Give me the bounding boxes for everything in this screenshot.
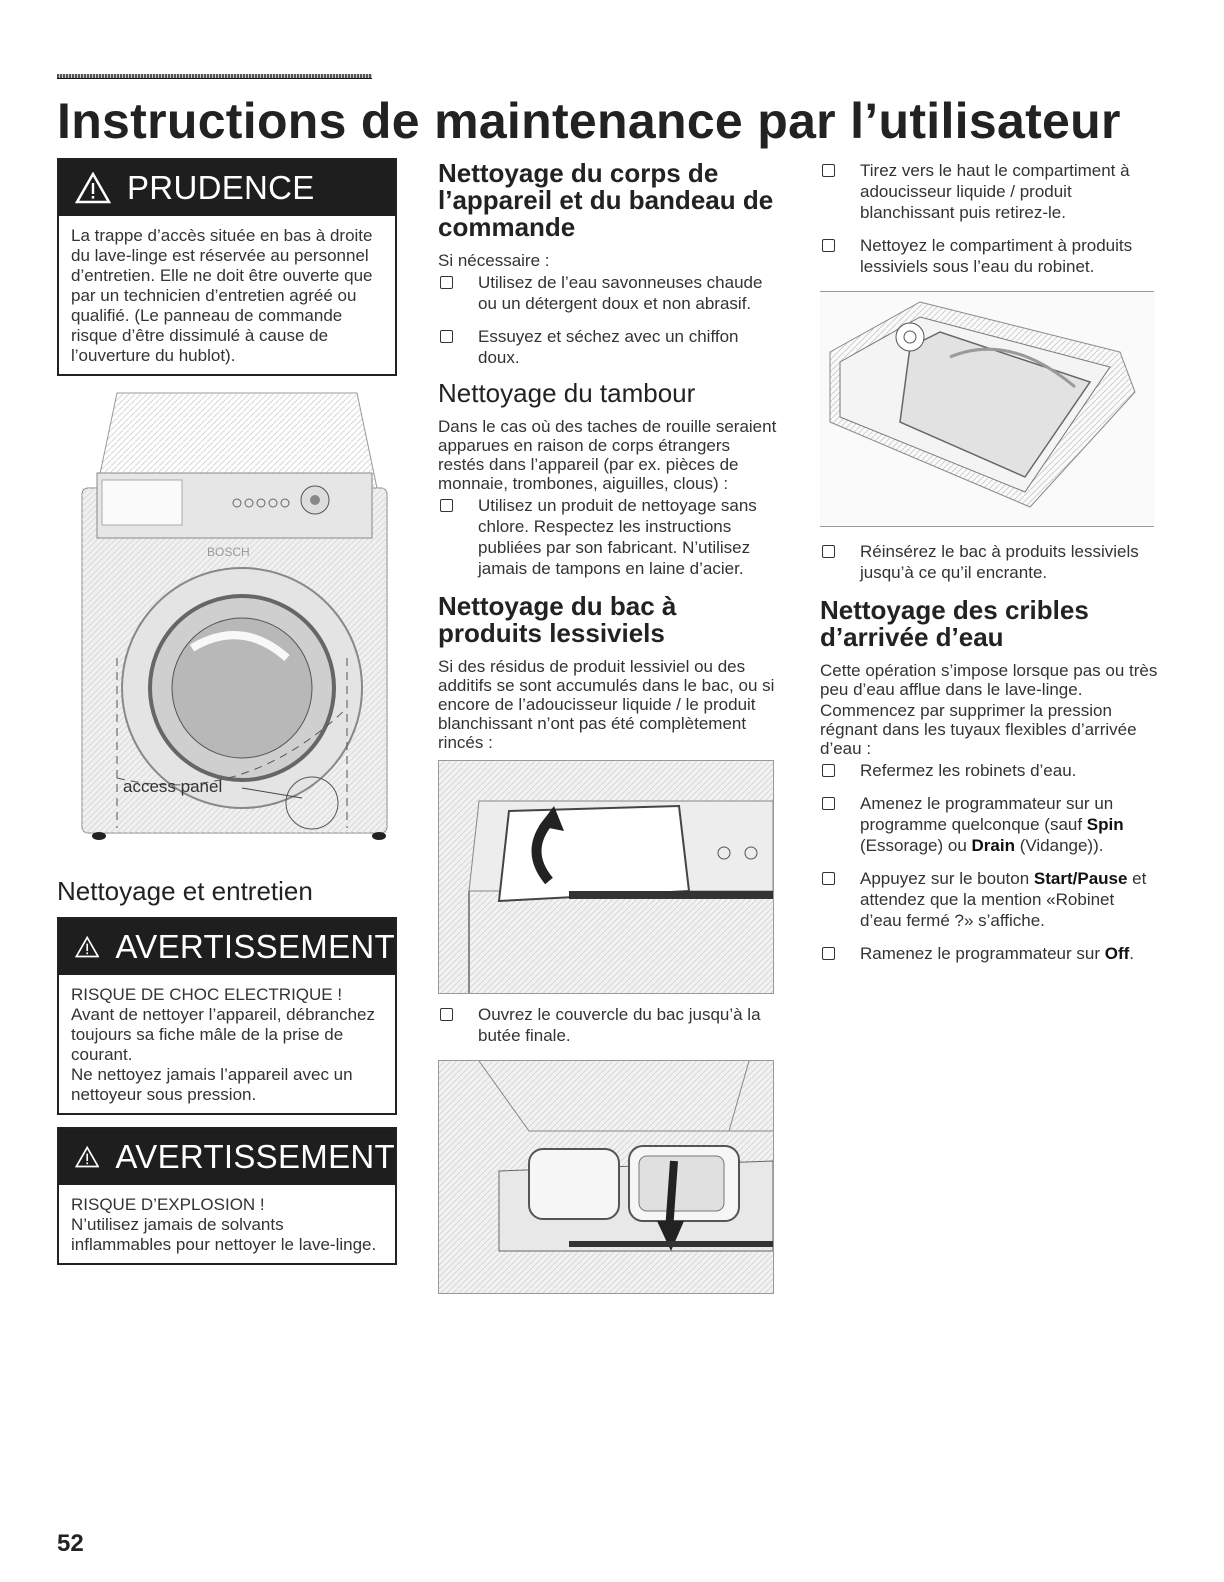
s1-intro: Si nécessaire : [438,251,550,270]
section-title-dispenser: Nettoyage du bac à produits lessiviels [438,591,677,648]
list-item-text: Ramenez le programmateur sur [860,944,1105,963]
warning-heading-2: AVERTISSEMENT [115,1138,395,1175]
header-rule [57,74,372,78]
warning1-line-2: Avant de nettoyer l’appareil, débranchez toujours sa fiche mâle de la prise de courant. [71,1005,375,1064]
prudence-text: La trappe d’accès située en bas à droite du lave-linge est réservée au personnel d’entretien. Elle ne doit être ouverte que par un technicien d’entretien agréé ou qualifié. (Le panneau de commande risque d’être dissimulé à cause de l’ouverture du hublot). [71,226,373,365]
page-title: Instructions de maintenance par l’utilisateur [57,93,1121,149]
warning-header-1 [59,919,395,975]
list-item-text: Nettoyez le compartiment à produits lessiviels sous l’eau du robinet. [860,236,1133,276]
list-item [820,235,1160,277]
warning1-line-1: RISQUE DE CHOC ELECTRIQUE ! [71,985,343,1004]
list-item-text: Utilisez un produit de nettoyage sans chlore. Respectez les instructions publiées par son fabricant. N’utilisez jamais de tampons en laine d’acier. [478,496,757,578]
checkbox-icon [440,1008,453,1021]
list-item [820,760,1160,781]
tray-drawing [820,292,1154,526]
section-title-body-cleaning: Nettoyage du corps de l’appareil et du bandeau de commande [438,158,774,242]
warning-triangle-icon [75,172,111,204]
list-item [438,1004,778,1046]
section-title-drum: Nettoyage du tambour [438,378,696,408]
checkbox-icon [822,797,835,810]
warning-triangle-icon [75,1141,99,1173]
page-number: 52 [57,1530,84,1557]
list-item-text: Réinsérez le bac à produits lessiviels jusqu’à ce qu’il encrante. [860,542,1139,582]
prudence-header [59,160,395,216]
removed-tray-illustration [820,291,1154,527]
list-item [438,326,778,368]
list-item-text: Refermez les robinets d’eau. [860,761,1077,780]
column-right [820,158,1160,978]
s2-list [438,495,778,579]
list-item-text: . [1129,944,1134,963]
keyword-spin: Spin [1086,815,1124,834]
checkbox-icon [822,164,835,177]
list-item-text: Amenez le programmateur sur un programme quelconque (sauf [860,794,1114,834]
warning-heading-1: AVERTISSEMENT [115,928,395,965]
keyword-start-pause: Start/Pause [1033,869,1128,888]
s4-list [820,760,1160,964]
dispenser-lid-illustration [438,760,774,994]
column-left [57,158,397,1265]
keyword-off: Off [1104,944,1130,963]
list-item-text: (Vidange)). [1014,836,1104,855]
s4-intro-2: Commencez par supprimer la pression régnant dans les tuyaux flexibles d’arrivée d’eau : [820,701,1137,758]
section-title-screens: Nettoyage des cribles d’arrivée d’eau [820,595,1089,652]
washer-drawing [57,388,397,858]
dispenser-drawer-drawing [439,1061,773,1293]
list-item-text: Essuyez et séchez avec un chiffon doux. [478,327,739,367]
checkbox-icon [822,872,835,885]
checkbox-icon [822,545,835,558]
list-item [438,272,778,314]
warning-box-electric [57,917,397,1115]
warning1-line-3: Ne nettoyez jamais l’appareil avec un nettoyeur sous pression. [71,1065,353,1104]
warning2-line-1: RISQUE D’EXPLOSION ! [71,1195,265,1214]
warning-box-explosion [57,1127,397,1265]
list-item-text: Appuyez sur le bouton [860,869,1034,888]
s4-intro-1: Cette opération s’impose lorsque pas ou très peu d’eau afflue dans le lave-linge. [820,661,1158,699]
list-item-text: Utilisez de l’eau savonneuses chaude ou un détergent doux et non abrasif. [478,273,763,313]
s3-intro: Si des résidus de produit lessiviel ou des additifs se sont accumulés dans le bac, ou si encore de l’adoucisseur liquide / le produit blanchissant n’ont pas été complètement rincés : [438,657,775,752]
checkbox-icon [822,239,835,252]
checkbox-icon [440,330,453,343]
column-middle [438,158,778,1294]
prudence-heading: PRUDENCE [127,169,315,206]
list-item [438,495,778,579]
list-item [820,160,1160,223]
s2-intro: Dans le cas où des taches de rouille seraient apparues en raison de corps étrangers restés dans l’appareil (par ex. pièces de monnaie, trombones, aiguilles, clous) : [438,417,777,493]
list-item-text: et attendez que la mention «Robinet d’eau fermé ?» s’affiche. [860,869,1147,930]
list-item-text: (Essorage) ou [860,836,972,855]
dispenser-steps-mid [820,541,1160,583]
list-item [820,541,1160,583]
warning-triangle-icon [75,931,99,963]
s3-list [438,1004,778,1046]
dispenser-steps-top [820,160,1160,277]
prudence-box [57,158,397,376]
s1-list [438,272,778,368]
checkbox-icon [822,947,835,960]
checkbox-icon [822,764,835,777]
list-item-text: Tirez vers le haut le compartiment à adoucisseur liquide / produit blanchissant puis retirez-le. [860,161,1130,222]
access-panel-callout: access panel [123,777,223,796]
keyword-drain: Drain [971,836,1015,855]
checkbox-icon [440,499,453,512]
list-item [820,868,1160,931]
list-item [820,793,1160,856]
dispenser-drawer-illustration [438,1060,774,1294]
checkbox-icon [440,276,453,289]
warning-header-2 [59,1129,395,1185]
brand-label: BOSCH [207,545,250,559]
list-item [820,943,1160,964]
section-title-cleaning: Nettoyage et entretien [57,876,313,906]
list-item-text: Ouvrez le couvercle du bac jusqu’à la butée finale. [478,1005,761,1045]
dispenser-lid-drawing [439,761,773,993]
warning2-line-2: N’utilisez jamais de solvants inflammables pour nettoyer le lave-linge. [71,1215,377,1254]
washer-illustration [57,388,397,858]
